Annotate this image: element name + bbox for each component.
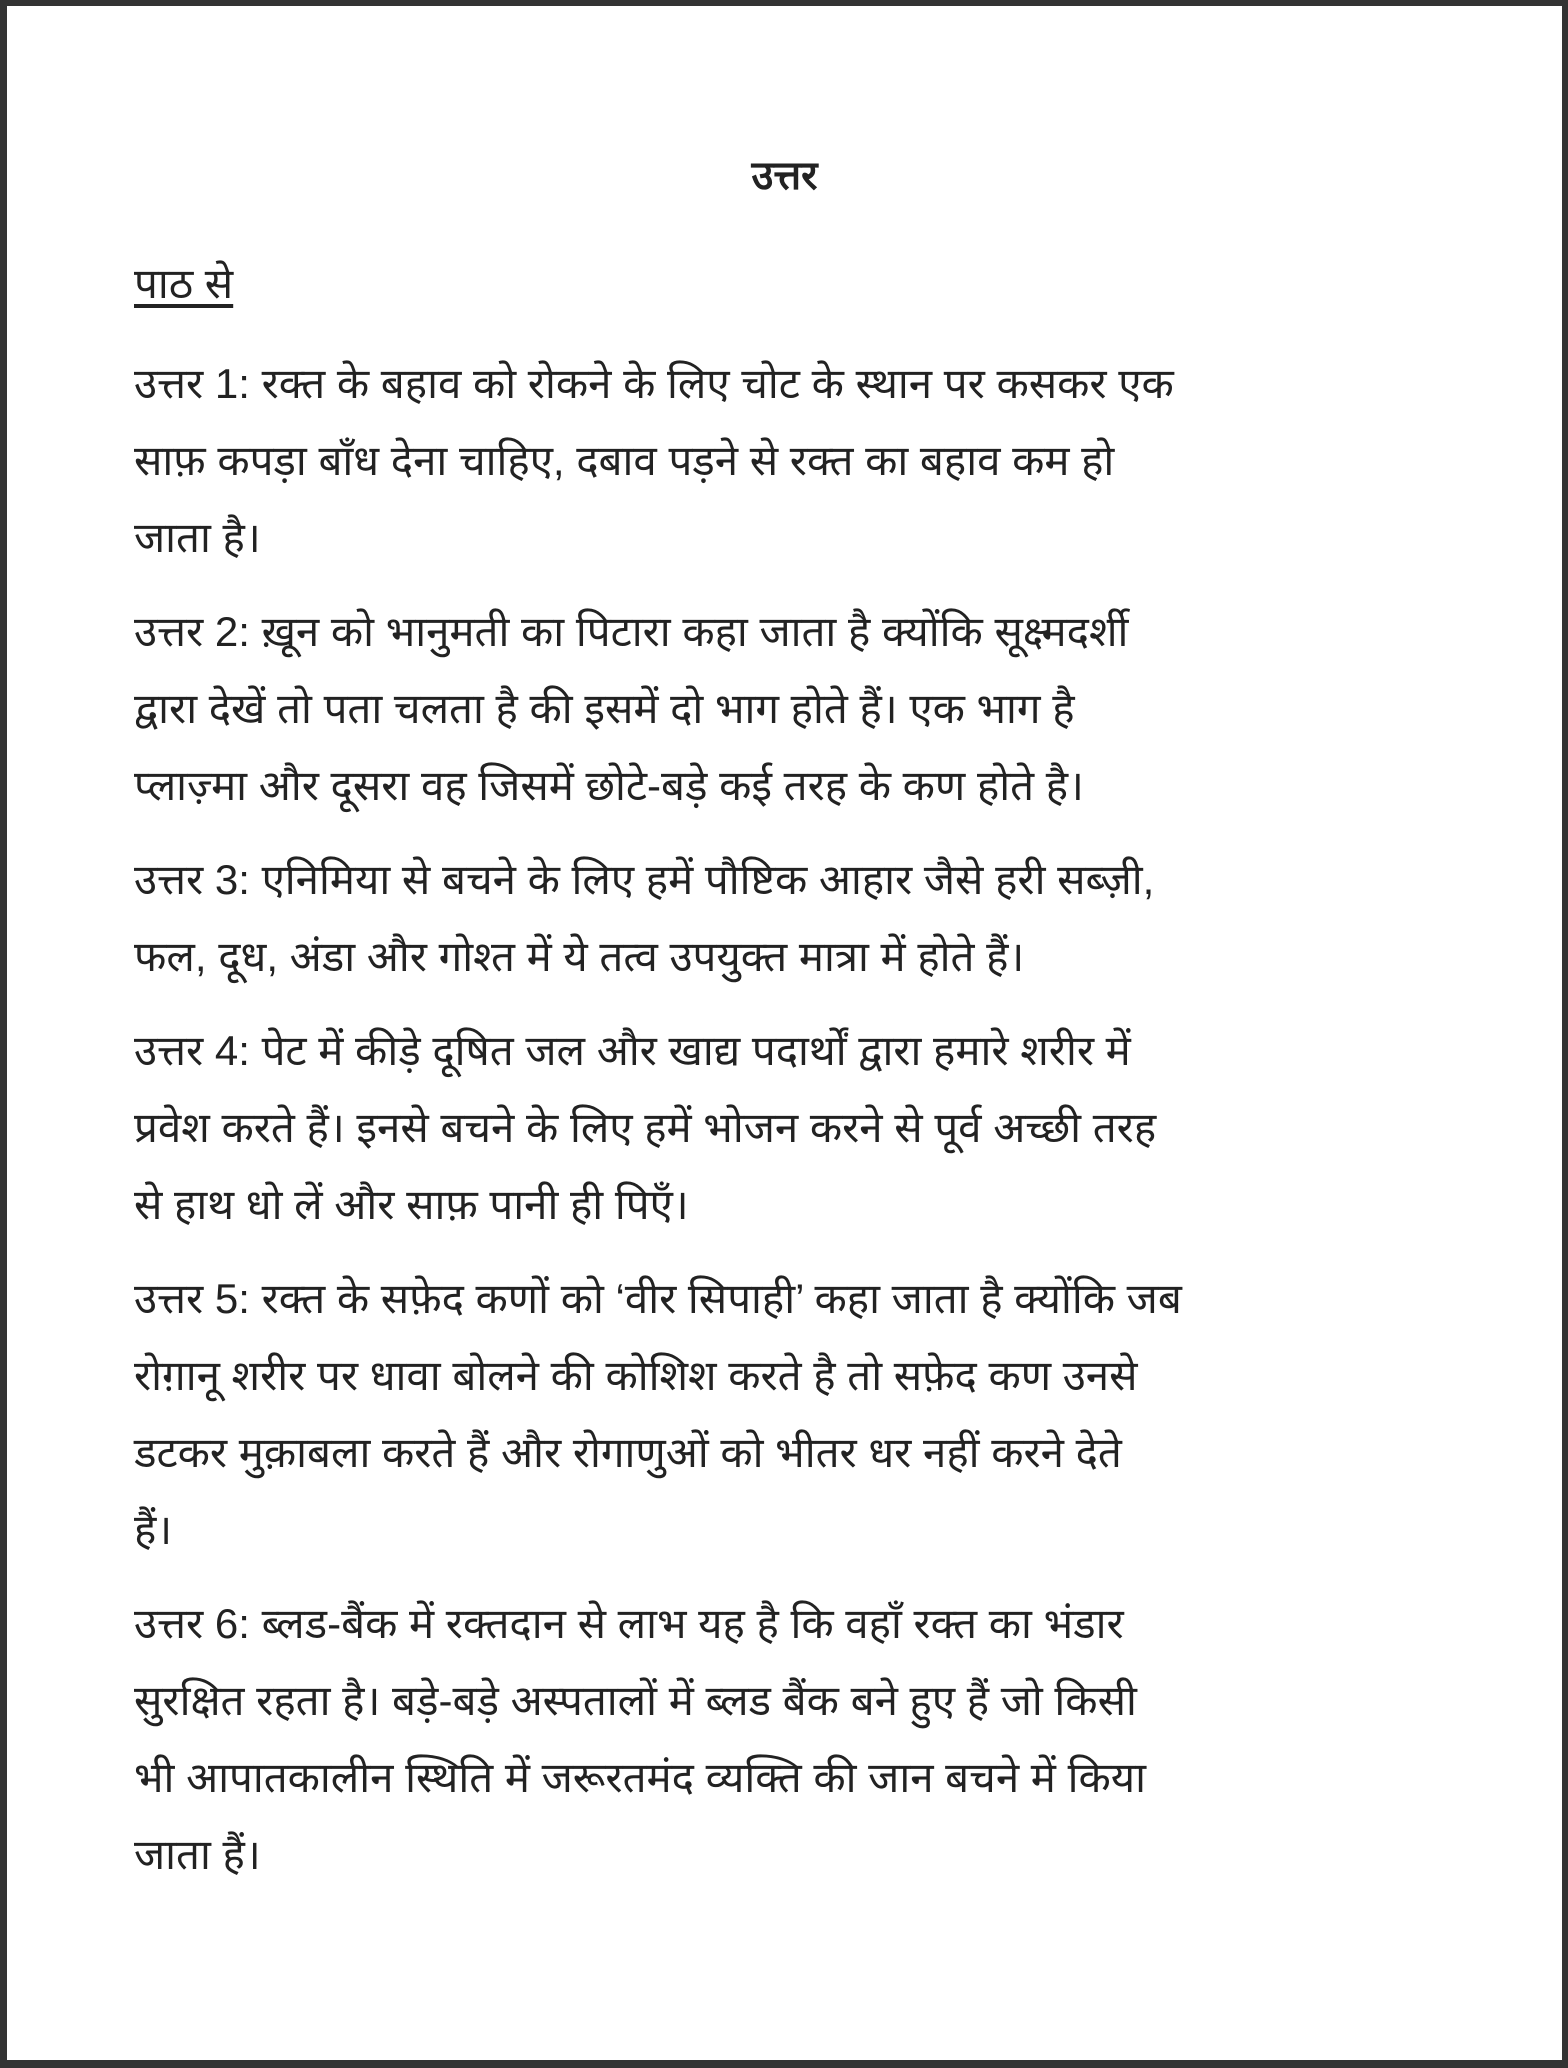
answer-line: जाता है।	[134, 514, 261, 561]
answer-line: द्वारा देखें तो पता चलता है की इसमें दो भाग होते हैं। एक भाग है	[134, 685, 1075, 732]
answer-line: उत्तर 4: पेट में कीड़े दूषित जल और खाद्य पदार्थों द्वारा हमारे शरीर में	[134, 1027, 1131, 1074]
answer-line: उत्तर 2: ख़ून को भानुमती का पिटारा कहा जाता है क्योंकि सूक्ष्मदर्शी	[134, 608, 1129, 655]
section-heading: पाठ से	[134, 260, 234, 307]
answer-paragraph-3	[134, 841, 1462, 995]
answer-line: उत्तर 5: रक्त के सफ़ेद कणों को ‘वीर सिपाही’ कहा जाता है क्योंकि जब	[134, 1275, 1182, 1322]
answer-line: फल, दूध, अंडा और गोश्त में ये तत्व उपयुक्त मात्रा में होते हैं।	[134, 933, 1025, 980]
answer-paragraph-4	[134, 1012, 1462, 1243]
answer-line: भी आपातकालीन स्थिति में जरूरतमंद व्यक्ति की जान बचने में किया	[134, 1754, 1146, 1801]
answer-line: डटकर मुक़ाबला करते हैं और रोगाणुओं को भीतर धर नहीं करने देते	[134, 1429, 1122, 1476]
answer-paragraph-6	[134, 1585, 1462, 1893]
answer-line: प्रवेश करते हैं। इनसे बचने के लिए हमें भोजन करने से पूर्व अच्छी तरह	[134, 1104, 1157, 1151]
answer-line: से हाथ धो लें और साफ़ पानी ही पिएँ।	[134, 1181, 689, 1228]
answer-line: उत्तर 3: एनिमिया से बचने के लिए हमें पौष्टिक आहार जैसे हरी सब्ज़ी,	[134, 856, 1155, 903]
answer-line: प्लाज़्मा और दूसरा वह जिसमें छोटे-बड़े कई तरह के कण होते है।	[134, 762, 1084, 809]
page-title: उत्तर	[751, 154, 818, 198]
answer-line: रोग़ानू शरीर पर धावा बोलने की कोशिश करते है तो सफ़ेद कण उनसे	[134, 1352, 1138, 1399]
answer-line: उत्तर 6: ब्लड-बैंक में रक्तदान से लाभ यह है कि वहाँ रक्त का भंडार	[134, 1600, 1124, 1647]
answer-line: सुरक्षित रहता है। बड़े-बड़े अस्पतालों में ब्लड बैंक बने हुए हैं जो किसी	[134, 1677, 1137, 1724]
answer-line: साफ़ कपड़ा बाँध देना चाहिए, दबाव पड़ने से रक्त का बहाव कम हो	[134, 437, 1115, 484]
answer-paragraph-2	[134, 593, 1462, 824]
answer-line: उत्तर 1: रक्त के बहाव को रोकने के लिए चोट के स्थान पर कसकर एक	[134, 360, 1174, 407]
answers-list	[134, 345, 1462, 1910]
answer-paragraph-5	[134, 1260, 1462, 1568]
answer-line: जाता हैं।	[134, 1831, 261, 1878]
answer-line: हैं।	[134, 1506, 173, 1553]
answer-paragraph-1	[134, 345, 1462, 576]
